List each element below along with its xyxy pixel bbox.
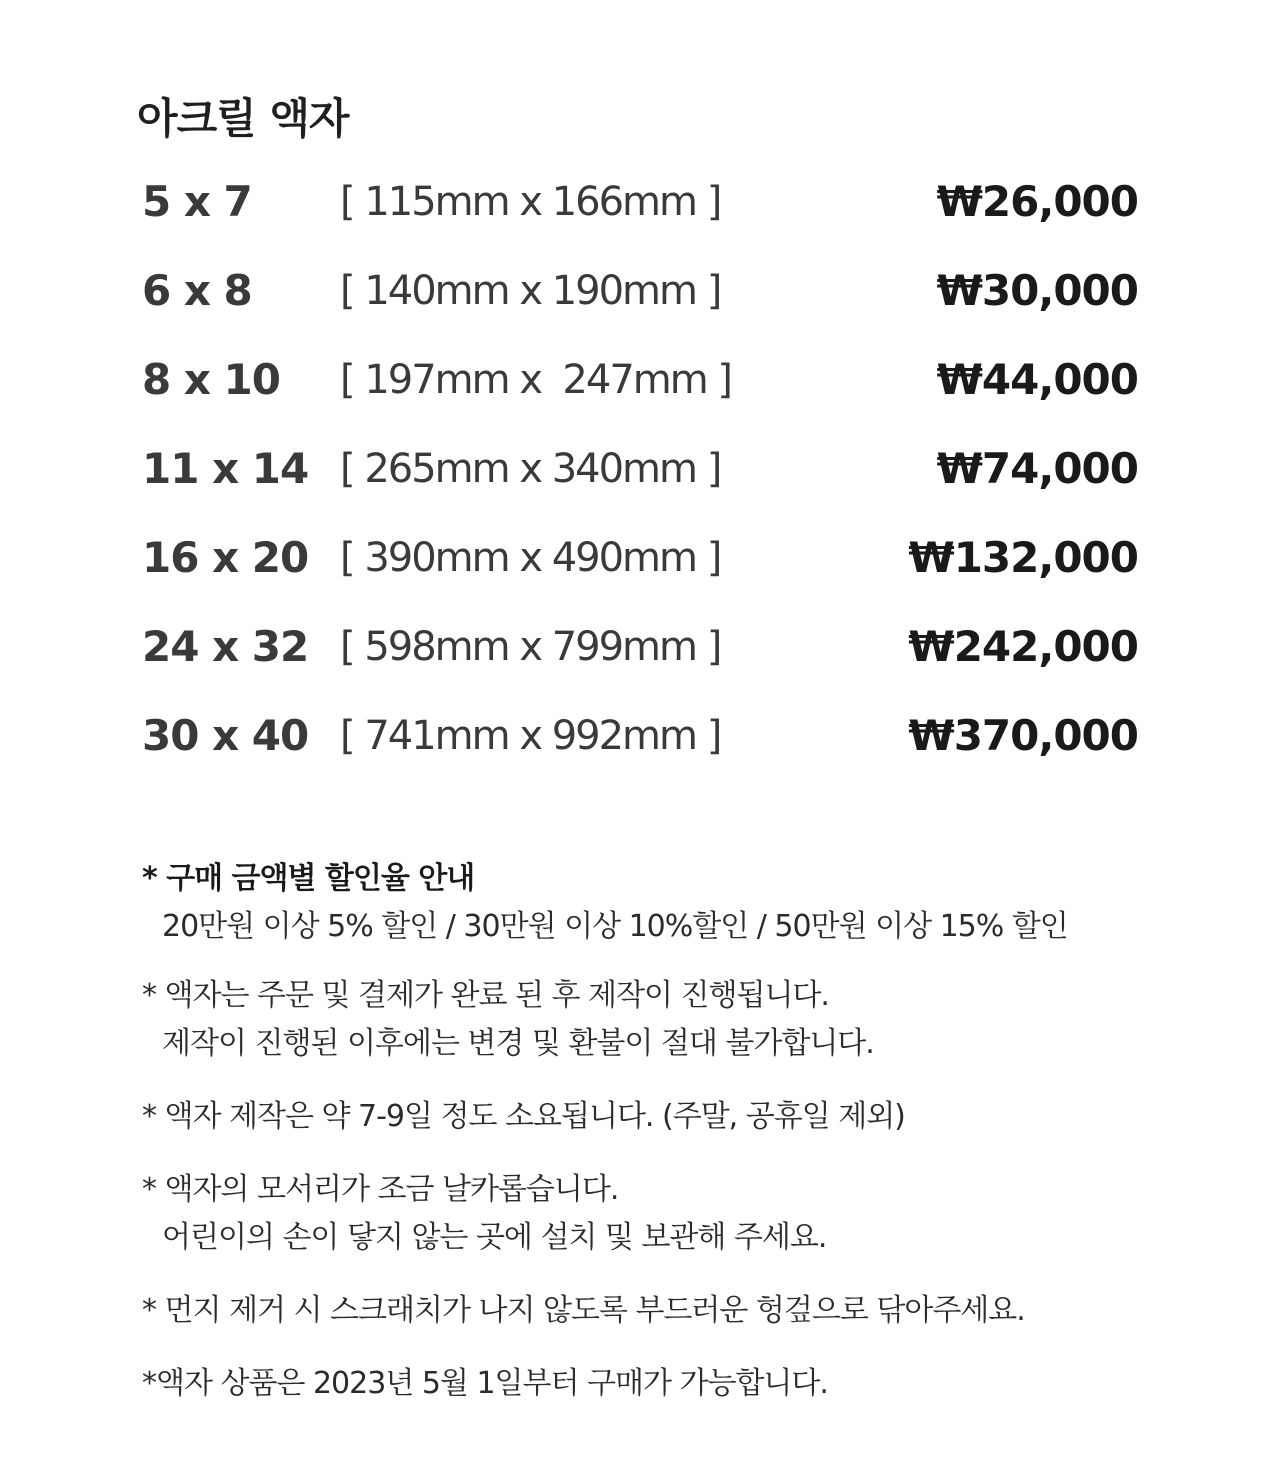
frame-size: 24 x 32 (142, 622, 309, 671)
corner-note (142, 1166, 1142, 1262)
frame-price: ₩44,000 (936, 355, 1138, 404)
price-table (142, 172, 1138, 795)
price-row (142, 350, 1138, 439)
price-row (142, 439, 1138, 528)
production-note-line: 제작이 진행된 이후에는 변경 및 환불이 절대 불가합니다. (162, 1026, 874, 1061)
production-note-line: * 액자는 주문 및 결제가 완료 된 후 제작이 진행됩니다. (142, 978, 829, 1013)
frame-dimensions: [ 115mm x 166mm ] (340, 179, 721, 225)
frame-dimensions: [ 598mm x 799mm ] (340, 624, 721, 670)
frame-size: 5 x 7 (142, 177, 252, 226)
availability-note-line: *액자 상품은 2023년 5월 1일부터 구매가 가능합니다. (142, 1366, 828, 1401)
cleaning-note-line: * 먼지 제거 시 스크래치가 나지 않도록 부드러운 헝겊으로 닦아주세요. (142, 1293, 1025, 1328)
frame-price: ₩26,000 (936, 177, 1138, 226)
price-row (142, 172, 1138, 261)
frame-size: 8 x 10 (142, 355, 281, 404)
price-row (142, 261, 1138, 350)
frame-price: ₩242,000 (908, 622, 1138, 671)
frame-price: ₩370,000 (908, 711, 1138, 760)
price-row (142, 706, 1138, 795)
frame-dimensions: [ 197mm x 247mm ] (340, 357, 732, 403)
frame-price: ₩132,000 (908, 533, 1138, 582)
corner-note-line: 어린이의 손이 닿지 않는 곳에 설치 및 보관해 주세요. (162, 1220, 827, 1255)
frame-size: 11 x 14 (142, 444, 309, 493)
availability-note (142, 1360, 1142, 1408)
frame-price: ₩30,000 (936, 266, 1138, 315)
price-row (142, 617, 1138, 706)
corner-note-line: * 액자의 모서리가 조금 날카롭습니다. (142, 1172, 619, 1207)
discount-heading: * 구매 금액별 할인율 안내 (142, 861, 475, 896)
discount-detail: 20만원 이상 5% 할인 / 30만원 이상 10%할인 / 50만원 이상 15% 할인 (162, 909, 1068, 944)
frame-size: 16 x 20 (142, 533, 309, 582)
frame-dimensions: [ 741mm x 992mm ] (340, 713, 721, 759)
page-title: 아크릴 액자 (137, 94, 349, 143)
duration-note (142, 1093, 1142, 1141)
frame-size: 6 x 8 (142, 266, 252, 315)
frame-dimensions: [ 140mm x 190mm ] (340, 268, 721, 314)
discount-note (142, 855, 1142, 951)
duration-note-line: * 액자 제작은 약 7-9일 정도 소요됩니다. (주말, 공휴일 제외) (142, 1099, 905, 1134)
frame-price: ₩74,000 (936, 444, 1138, 493)
frame-dimensions: [ 265mm x 340mm ] (340, 446, 721, 492)
price-row (142, 528, 1138, 617)
production-note (142, 972, 1142, 1068)
frame-size: 30 x 40 (142, 711, 309, 760)
cleaning-note (142, 1287, 1142, 1335)
frame-dimensions: [ 390mm x 490mm ] (340, 535, 721, 581)
notes-section (142, 855, 1142, 1408)
